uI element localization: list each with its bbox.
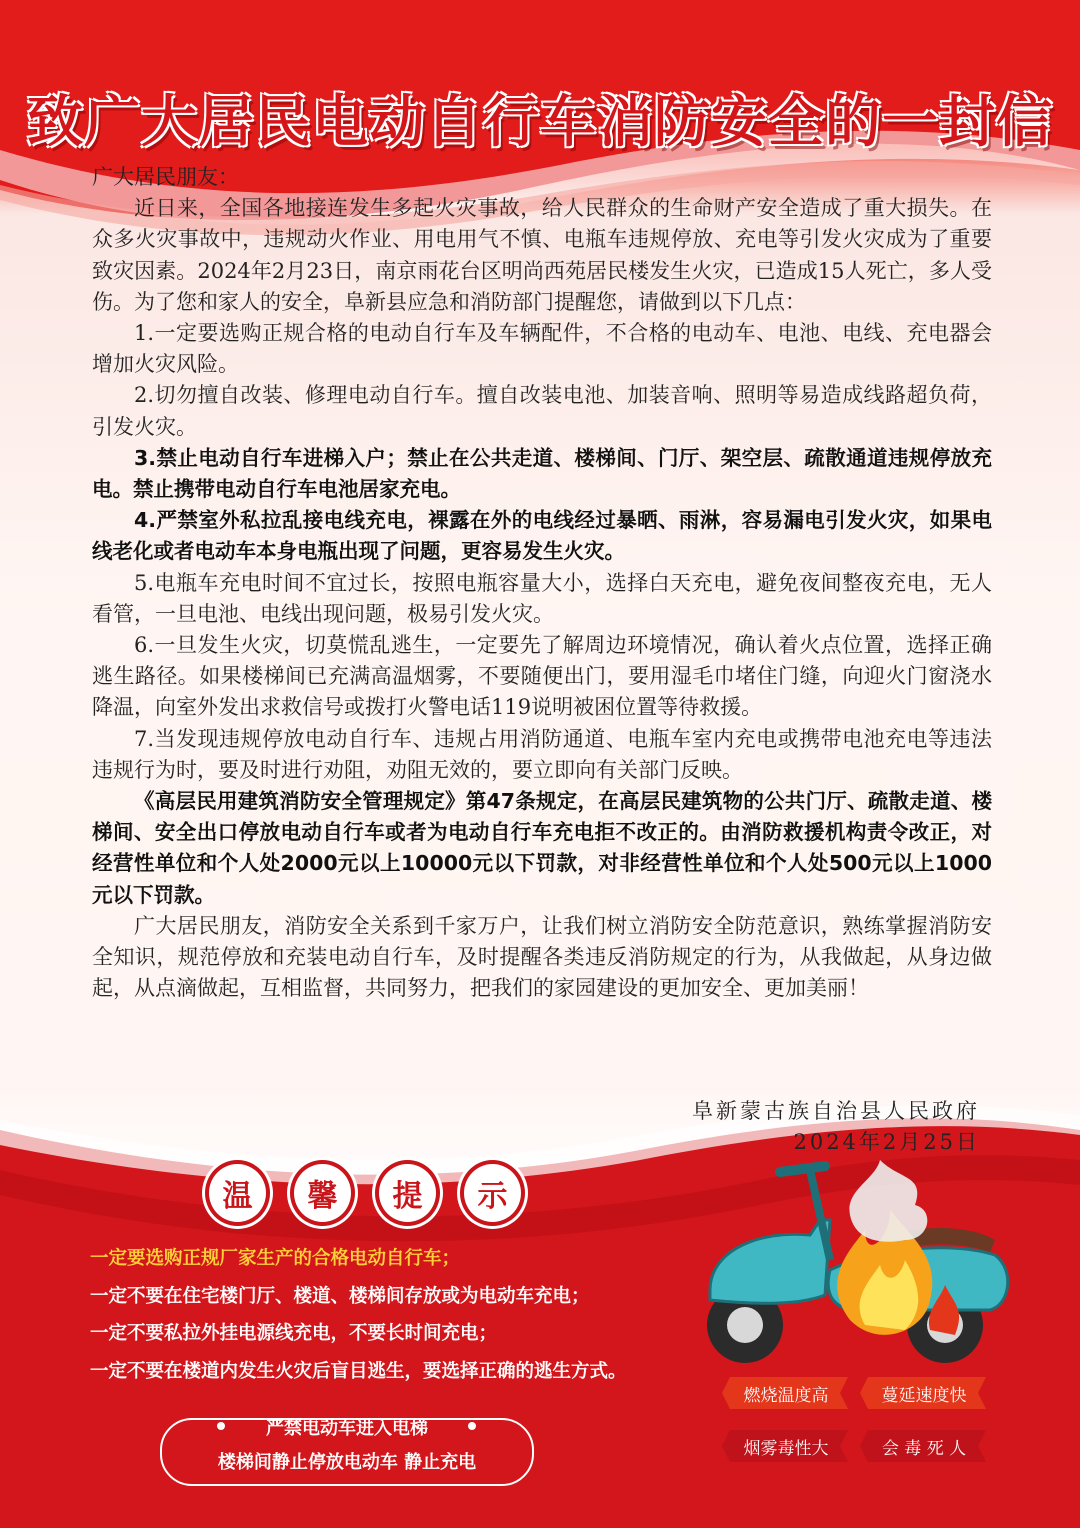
hazard-label: 燃烧温度高 xyxy=(743,1385,829,1406)
page-title: 致广大居民电动自行车消防安全的一封信 xyxy=(27,90,1053,155)
tips-heading-char: 温 xyxy=(205,1160,270,1226)
tip-line: 一定不要在住宅楼门厅、楼道、楼梯间存放或为电动车充电； xyxy=(90,1285,590,1307)
letter-item-3: 3.禁止电动自行车进梯入户；禁止在公共走道、楼梯间、门厅、架空层、疏散通道违规停放充电。禁止携带电动自行车电池居家充电。 xyxy=(92,445,992,502)
hazard-label: 会 毒 死 人 xyxy=(881,1438,967,1459)
letter-item-7: 7.当发现违规停放电动自行车、违规占用消防通道、电瓶车室内充电或携带电池充电等违法违规行为时，要及时进行劝阻，劝阻无效的，要立即向有关部门反映。 xyxy=(92,726,992,782)
letter-item-4: 4.严禁室外私拉乱接电线充电，裸露在外的电线经过暴晒、雨淋，容易漏电引发火灾，如果电线老化或者电动车本身电瓶出现了问题，更容易发生火灾。 xyxy=(92,508,992,564)
warning-banner xyxy=(160,1418,534,1486)
signature-date: 2024年2月25日 xyxy=(793,1130,980,1154)
tip-line: 一定要选购正规厂家生产的合格电动自行车； xyxy=(90,1248,461,1269)
tips-heading-char: 提 xyxy=(375,1160,440,1226)
burning-scooter-illustration xyxy=(700,1130,1030,1380)
tips-list xyxy=(90,1240,710,1390)
tips-heading-char: 示 xyxy=(460,1160,525,1226)
letter-closing: 广大居民朋友，消防安全关系到千家万户，让我们树立消防安全防范意识，熟练掌握消防安全知识，规范停放和充装电动自行车，及时提醒各类违反消防规定的行为，从我做起，从身边做起，从点滴做起，互相监督，共同努力，把我们的家园建设的更加安全、更加美丽！ xyxy=(92,913,992,1001)
letter-item-1: 1.一定要选购正规合格的电动自行车及车辆配件，不合格的电动车、电池、电线、充电器会增加火灾风险。 xyxy=(92,321,992,377)
letter-item-6: 6.一旦发生火灾，切莫慌乱逃生，一定要先了解周边环境情况，确认着火点位置，选择正确逃生路径。如果楼梯间已充满高温烟雾，不要随便出门，要用湿毛巾堵住门缝，向迎火门窗浇水降温，向室外发出求救信号或拨打火警电话119说明被困位置等待救援。 xyxy=(92,633,992,720)
letter-intro: 近日来，全国各地接连发生多起火灾事故，给人民群众的生命财产安全造成了重大损失。在众多火灾事故中，违规动火作业、用电用气不慎、电瓶车违规停放、充电等引发火灾成为了重要致灾因素。2024年2月23日，南京雨花台区明尚西苑居民楼发生火灾，已造成15人死亡，多人受伤。为了您和家人的安全，阜新县应急和消防部门提醒您，请做到以下几点： xyxy=(92,196,992,314)
letter-greeting: 广大居民朋友： xyxy=(92,165,239,189)
letter-item-2: 2.切勿擅自改装、修理电动自行车。擅自改装电池、加装音响、照明等易造成线路超负荷，引发火灾。 xyxy=(92,383,992,439)
tips-heading xyxy=(205,1160,525,1224)
tip-line: 一定不要在楼道内发生火灾后盲目逃生，要选择正确的逃生方式。 xyxy=(90,1360,627,1382)
banner-line-2: 楼梯间静止停放电动车 静止充电 xyxy=(217,1452,477,1473)
hazard-tag xyxy=(858,1428,990,1464)
banner-line-1: 严禁电动车进入电梯 xyxy=(266,1418,428,1439)
tip-line: 一定不要私拉外挂电源线充电，不要长时间充电； xyxy=(90,1323,498,1344)
hazard-tag xyxy=(720,1375,852,1411)
signature-org: 阜新蒙古族自治县人民政府 xyxy=(692,1099,980,1123)
hazard-tag xyxy=(720,1428,852,1464)
hazard-label: 烟雾毒性大 xyxy=(743,1438,829,1459)
hazard-tag xyxy=(858,1375,990,1411)
tips-heading-char: 馨 xyxy=(290,1160,355,1226)
letter-body xyxy=(92,162,992,1004)
letter-item-5: 5.电瓶车充电时间不宜过长，按照电瓶容量大小，选择白天充电，避免夜间整夜充电，无人看管，一旦电池、电线出现问题，极易引发火灾。 xyxy=(92,570,992,626)
letter-regulation: 《高层民用建筑消防安全管理规定》第47条规定，在高层民建筑物的公共门厅、疏散走道、楼梯间、安全出口停放电动自行车或者为电动自行车充电拒不改正的。由消防救援机构责令改正，对经营性单位和个人处2000元以上10000元以下罚款，对非经营性单位和个人处500元以上1000元以下罚款。 xyxy=(92,789,992,907)
hazard-label: 蔓延速度快 xyxy=(881,1385,967,1406)
